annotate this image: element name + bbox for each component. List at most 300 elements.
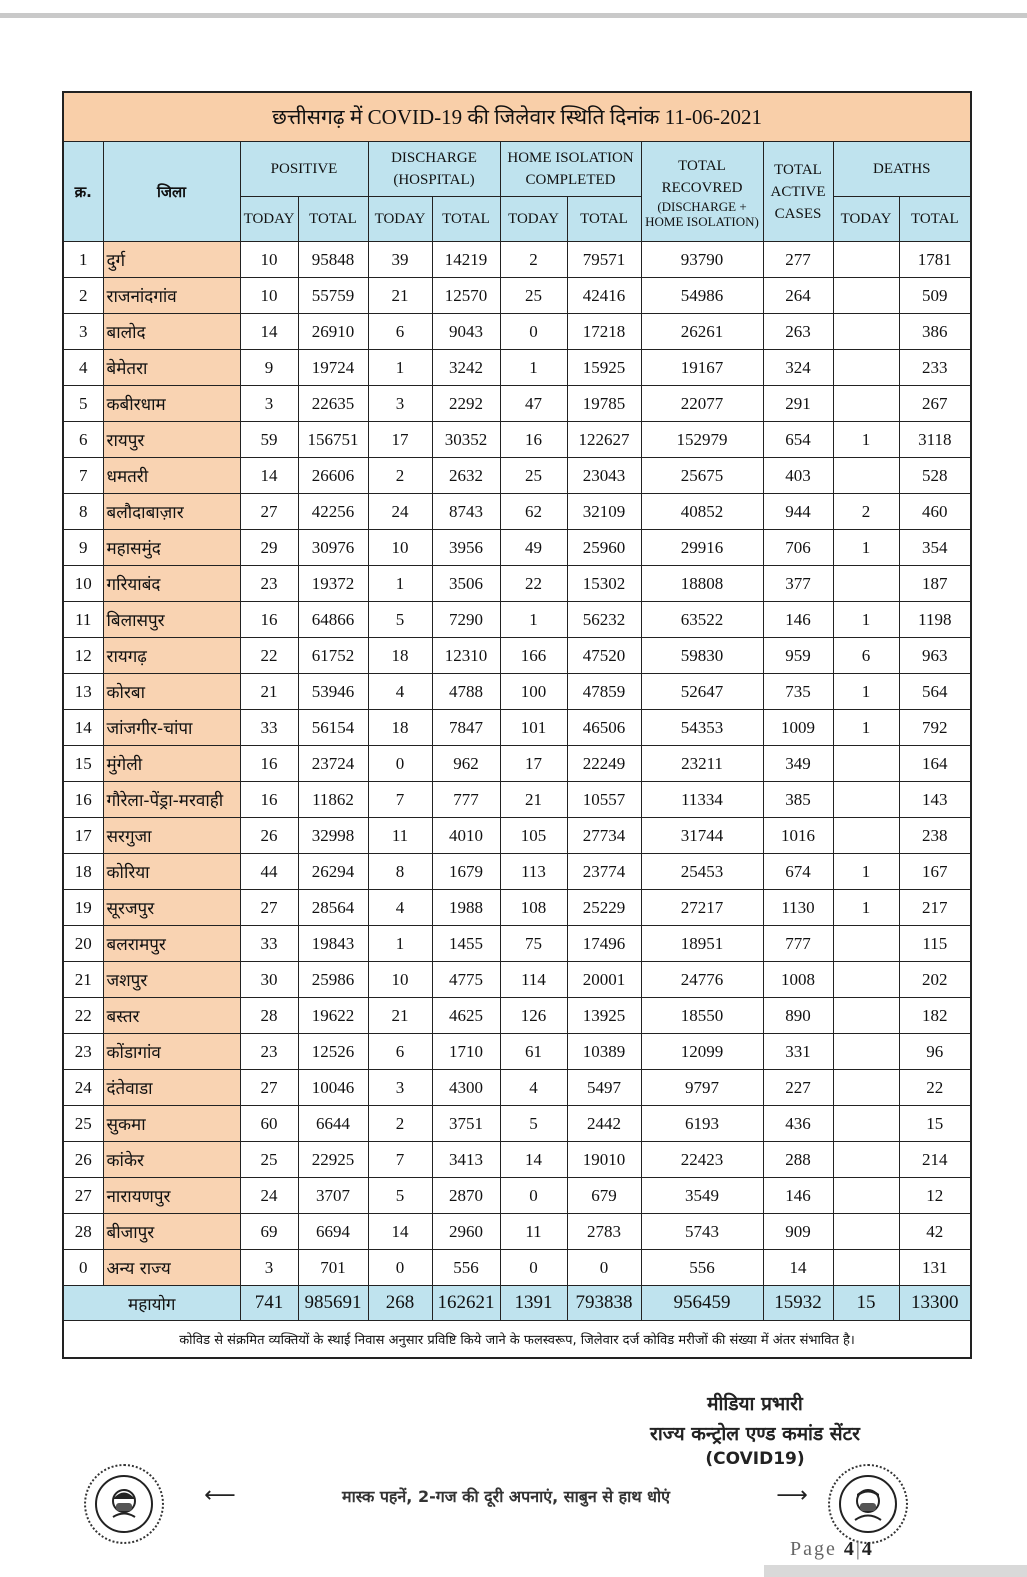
row-cell: 291 [763,386,833,422]
row-cell: 19010 [567,1142,641,1178]
row-cell: 403 [763,458,833,494]
row-cell: 10046 [298,1070,368,1106]
row-cell: 14 [368,1214,432,1250]
row-serial: 4 [63,350,103,386]
row-serial: 5 [63,386,103,422]
table-row [63,1250,971,1286]
row-cell: 5 [368,1178,432,1214]
row-serial: 22 [63,998,103,1034]
row-cell: 1 [833,530,899,566]
row-cell: 143 [899,782,971,818]
row-cell: 11334 [641,782,763,818]
header-district: जिला [103,142,240,242]
row-cell: 2442 [567,1106,641,1142]
row-cell: 47859 [567,674,641,710]
row-cell: 11862 [298,782,368,818]
row-cell: 79571 [567,242,641,278]
table-row [63,1106,971,1142]
totals-label: महायोग [63,1286,240,1321]
row-cell: 6 [368,314,432,350]
row-serial: 26 [63,1142,103,1178]
row-district: कोरिया [103,854,240,890]
row-district: गरियाबंद [103,566,240,602]
row-cell: 10 [240,242,298,278]
row-district: अन्य राज्य [103,1250,240,1286]
row-cell: 17 [500,746,567,782]
page-current: 4 [843,1538,856,1560]
row-cell: 23724 [298,746,368,782]
row-district: बलरामपुर [103,926,240,962]
row-cell: 263 [763,314,833,350]
row-cell: 4 [368,674,432,710]
table-row [63,566,971,602]
row-cell: 3 [240,386,298,422]
row-serial: 8 [63,494,103,530]
row-cell: 64866 [298,602,368,638]
row-cell: 0 [500,314,567,350]
row-cell: 25229 [567,890,641,926]
row-cell: 5743 [641,1214,763,1250]
row-cell: 29 [240,530,298,566]
row-serial: 21 [63,962,103,998]
row-cell: 679 [567,1178,641,1214]
row-cell: 44 [240,854,298,890]
row-district: सूरजपुर [103,890,240,926]
row-cell: 1016 [763,818,833,854]
row-cell: 19785 [567,386,641,422]
table-row [63,710,971,746]
row-cell: 42256 [298,494,368,530]
row-cell: 6644 [298,1106,368,1142]
row-cell: 23774 [567,854,641,890]
row-cell: 202 [899,962,971,998]
row-cell: 16 [500,422,567,458]
row-serial: 17 [63,818,103,854]
header-total-recovered-3: (DISCHARGE + [657,198,747,214]
footnote: कोविड से संक्रमित व्यक्तियों के स्थाई निवास अनुसार प्रविष्टि किये जाने के फलस्वरूप, जिलेवार दर्ज कोविड मरीजों की संख्या में अंतर संभावित है। [63,1321,971,1359]
row-district: सुकमा [103,1106,240,1142]
page-label: Page [790,1538,837,1560]
row-cell: 31744 [641,818,763,854]
row-cell: 14 [240,458,298,494]
row-serial: 18 [63,854,103,890]
row-cell: 2960 [432,1214,500,1250]
row-cell: 1 [833,710,899,746]
row-cell: 233 [899,350,971,386]
row-cell: 12 [899,1178,971,1214]
row-cell: 2292 [432,386,500,422]
row-cell: 7 [368,782,432,818]
row-cell: 777 [763,926,833,962]
row-cell: 69 [240,1214,298,1250]
row-serial: 2 [63,278,103,314]
signature-organization: राज्य कन्ट्रोल एण्ड कमांड सेंटर [650,1423,860,1445]
row-cell: 18550 [641,998,763,1034]
row-cell: 3413 [432,1142,500,1178]
row-cell: 909 [763,1214,833,1250]
row-cell: 33 [240,710,298,746]
table-row [63,674,971,710]
row-cell: 100 [500,674,567,710]
row-cell: 1988 [432,890,500,926]
header-total-recovered [641,142,763,242]
row-cell: 52647 [641,674,763,710]
row-cell: 25453 [641,854,763,890]
row-cell [833,962,899,998]
row-cell: 267 [899,386,971,422]
header-total-recovered-1: TOTAL [678,157,726,174]
row-cell: 23 [240,566,298,602]
row-cell: 227 [763,1070,833,1106]
row-cell [833,386,899,422]
row-cell: 15302 [567,566,641,602]
table-row [63,458,971,494]
row-cell: 1455 [432,926,500,962]
row-cell: 436 [763,1106,833,1142]
row-cell: 28564 [298,890,368,926]
row-cell: 16 [240,782,298,818]
row-cell: 23043 [567,458,641,494]
row-cell: 564 [899,674,971,710]
row-district: महासमुंद [103,530,240,566]
header-home-total: TOTAL [567,197,641,242]
row-cell: 6694 [298,1214,368,1250]
man-mask-icon [828,1464,908,1544]
row-cell: 3549 [641,1178,763,1214]
row-cell: 701 [298,1250,368,1286]
table-row [63,818,971,854]
row-cell: 26294 [298,854,368,890]
row-cell: 15925 [567,350,641,386]
row-cell: 3 [240,1250,298,1286]
totals-cell: 15 [833,1286,899,1321]
row-cell: 23211 [641,746,763,782]
row-cell: 25 [500,458,567,494]
header-home-isolation-sub: COMPLETED [525,172,616,188]
row-cell: 1 [368,350,432,386]
row-district: कोरबा [103,674,240,710]
note-row [63,1321,971,1359]
row-cell: 95848 [298,242,368,278]
header-sr: क्र. [63,142,103,242]
totals-cell: 793838 [567,1286,641,1321]
header-total-recovered-4: HOME ISOLATION) [645,213,759,229]
row-cell: 22 [899,1070,971,1106]
header-home-isolation-label: HOME ISOLATION [507,150,634,166]
row-cell: 963 [899,638,971,674]
row-cell: 11 [500,1214,567,1250]
header-discharge-today: TODAY [368,197,432,242]
row-serial: 7 [63,458,103,494]
table-row [63,998,971,1034]
row-cell: 49 [500,530,567,566]
row-cell: 63522 [641,602,763,638]
row-cell: 3506 [432,566,500,602]
row-cell: 101 [500,710,567,746]
row-cell: 10 [240,278,298,314]
row-cell [833,458,899,494]
row-cell: 55759 [298,278,368,314]
row-cell: 1 [368,926,432,962]
row-cell: 21 [240,674,298,710]
row-cell: 27 [240,494,298,530]
row-serial: 13 [63,674,103,710]
slogan-text: मास्क पहनें, 2-गज की दूरी अपनाएं, साबुन से हाथ धोएं [342,1486,670,1506]
header-discharge [368,142,500,197]
row-cell: 324 [763,350,833,386]
header-positive-total: TOTAL [298,197,368,242]
row-cell: 214 [899,1142,971,1178]
row-cell: 115 [899,926,971,962]
row-serial: 6 [63,422,103,458]
header-positive-today: TODAY [240,197,298,242]
row-cell: 12310 [432,638,500,674]
totals-row [63,1286,971,1321]
row-cell: 131 [899,1250,971,1286]
row-serial: 14 [63,710,103,746]
row-cell: 385 [763,782,833,818]
row-cell: 792 [899,710,971,746]
totals-cell: 15932 [763,1286,833,1321]
row-cell: 56232 [567,602,641,638]
row-cell: 27 [240,1070,298,1106]
row-district: बालोद [103,314,240,350]
row-cell: 42416 [567,278,641,314]
row-cell: 12099 [641,1034,763,1070]
row-cell: 156751 [298,422,368,458]
page-number: Page 4|4 [790,1538,874,1560]
row-cell: 146 [763,602,833,638]
row-cell: 528 [899,458,971,494]
row-cell: 30352 [432,422,500,458]
row-cell: 27734 [567,818,641,854]
row-cell: 354 [899,530,971,566]
row-cell: 13925 [567,998,641,1034]
row-district: नारायणपुर [103,1178,240,1214]
row-district: बस्तर [103,998,240,1034]
row-cell: 735 [763,674,833,710]
row-serial: 1 [63,242,103,278]
row-cell: 2 [833,494,899,530]
row-cell: 25960 [567,530,641,566]
row-cell: 556 [641,1250,763,1286]
man-mask-icon-svg [848,1484,888,1524]
header-deaths-total: TOTAL [899,197,971,242]
row-district: कांकेर [103,1142,240,1178]
row-cell: 0 [500,1178,567,1214]
row-cell: 386 [899,314,971,350]
row-cell: 39 [368,242,432,278]
row-cell: 22635 [298,386,368,422]
row-cell: 26606 [298,458,368,494]
row-cell: 126 [500,998,567,1034]
row-cell: 19372 [298,566,368,602]
row-cell: 18951 [641,926,763,962]
row-cell: 4 [500,1070,567,1106]
signature-title: मीडिया प्रभारी [707,1393,803,1415]
header-home-isolation [500,142,641,197]
row-cell: 288 [763,1142,833,1178]
header-discharge-total: TOTAL [432,197,500,242]
table-row [63,638,971,674]
row-cell: 46506 [567,710,641,746]
row-cell: 10557 [567,782,641,818]
row-cell: 22 [500,566,567,602]
row-cell: 2 [368,458,432,494]
row-cell: 61 [500,1034,567,1070]
woman-mask-icon-svg [104,1484,144,1524]
row-cell [833,746,899,782]
row-cell: 1 [500,350,567,386]
row-cell: 152979 [641,422,763,458]
covid-table-container [62,91,970,1359]
row-serial: 10 [63,566,103,602]
table-row [63,854,971,890]
row-cell: 32998 [298,818,368,854]
row-cell: 12526 [298,1034,368,1070]
row-cell: 22 [240,638,298,674]
row-cell: 54353 [641,710,763,746]
row-cell: 16 [240,746,298,782]
row-cell [833,278,899,314]
row-cell: 6 [368,1034,432,1070]
row-cell: 17 [368,422,432,458]
row-cell: 93790 [641,242,763,278]
row-cell: 4788 [432,674,500,710]
row-cell: 4625 [432,998,500,1034]
row-district: कबीरधाम [103,386,240,422]
row-cell: 1008 [763,962,833,998]
row-cell: 12570 [432,278,500,314]
row-cell: 3751 [432,1106,500,1142]
row-cell: 25986 [298,962,368,998]
row-cell: 28 [240,998,298,1034]
row-district: मुंगेली [103,746,240,782]
row-cell: 0 [500,1250,567,1286]
row-serial: 16 [63,782,103,818]
row-serial: 9 [63,530,103,566]
row-cell: 187 [899,566,971,602]
row-cell: 17218 [567,314,641,350]
row-cell: 60 [240,1106,298,1142]
totals-cell: 162621 [432,1286,500,1321]
row-cell: 7290 [432,602,500,638]
table-row [63,386,971,422]
row-cell: 40852 [641,494,763,530]
slogan-line [190,1483,822,1508]
header-home-today: TODAY [500,197,567,242]
row-cell: 16 [240,602,298,638]
row-cell [833,1070,899,1106]
row-district: जशपुर [103,962,240,998]
row-cell: 26 [240,818,298,854]
totals-cell: 1391 [500,1286,567,1321]
row-cell: 17496 [567,926,641,962]
row-cell: 509 [899,278,971,314]
row-cell: 19167 [641,350,763,386]
row-cell [833,1034,899,1070]
row-cell: 3956 [432,530,500,566]
row-cell: 944 [763,494,833,530]
row-cell: 25 [240,1142,298,1178]
row-cell [833,782,899,818]
row-cell: 24 [368,494,432,530]
header-positive: POSITIVE [240,142,368,197]
row-district: रायगढ़ [103,638,240,674]
row-cell [833,314,899,350]
row-district: धमतरी [103,458,240,494]
header-active-1: TOTAL [774,161,822,178]
row-cell: 4775 [432,962,500,998]
row-serial: 3 [63,314,103,350]
woman-mask-icon [84,1464,164,1544]
row-cell: 217 [899,890,971,926]
header-discharge-sub: (HOSPITAL) [393,172,475,188]
row-cell [833,350,899,386]
row-district: रायपुर [103,422,240,458]
table-row [63,422,971,458]
table-row [63,314,971,350]
row-cell: 22077 [641,386,763,422]
row-serial: 27 [63,1178,103,1214]
row-cell: 9 [240,350,298,386]
row-cell: 8 [368,854,432,890]
row-cell: 167 [899,854,971,890]
table-row [63,962,971,998]
covid-district-table [62,91,972,1359]
row-cell: 22925 [298,1142,368,1178]
row-cell: 61752 [298,638,368,674]
table-row [63,350,971,386]
row-cell: 7847 [432,710,500,746]
row-cell: 4010 [432,818,500,854]
row-cell: 5497 [567,1070,641,1106]
row-cell: 777 [432,782,500,818]
row-cell: 6 [833,638,899,674]
row-serial: 12 [63,638,103,674]
row-cell: 1 [368,566,432,602]
header-total-recovered-2: RECOVRED [661,179,743,196]
row-district: जांजगीर-चांपा [103,710,240,746]
table-row [63,1034,971,1070]
row-cell [833,818,899,854]
row-cell: 96 [899,1034,971,1070]
row-cell: 7 [368,1142,432,1178]
row-cell: 53946 [298,674,368,710]
row-cell: 56154 [298,710,368,746]
header-active-3: CASES [774,205,822,222]
row-cell: 26910 [298,314,368,350]
header-deaths-today: TODAY [833,197,899,242]
row-cell: 1679 [432,854,500,890]
row-cell: 959 [763,638,833,674]
row-cell: 962 [432,746,500,782]
row-cell: 30 [240,962,298,998]
row-cell: 10 [368,962,432,998]
row-cell: 33 [240,926,298,962]
row-cell: 5 [368,602,432,638]
row-cell [833,1214,899,1250]
row-cell: 32109 [567,494,641,530]
row-cell: 10 [368,530,432,566]
woman-mask-icon-inner [95,1475,153,1533]
row-serial: 19 [63,890,103,926]
row-district: बीजापुर [103,1214,240,1250]
table-row [63,494,971,530]
row-cell: 25675 [641,458,763,494]
table-row [63,890,971,926]
row-cell: 331 [763,1034,833,1070]
